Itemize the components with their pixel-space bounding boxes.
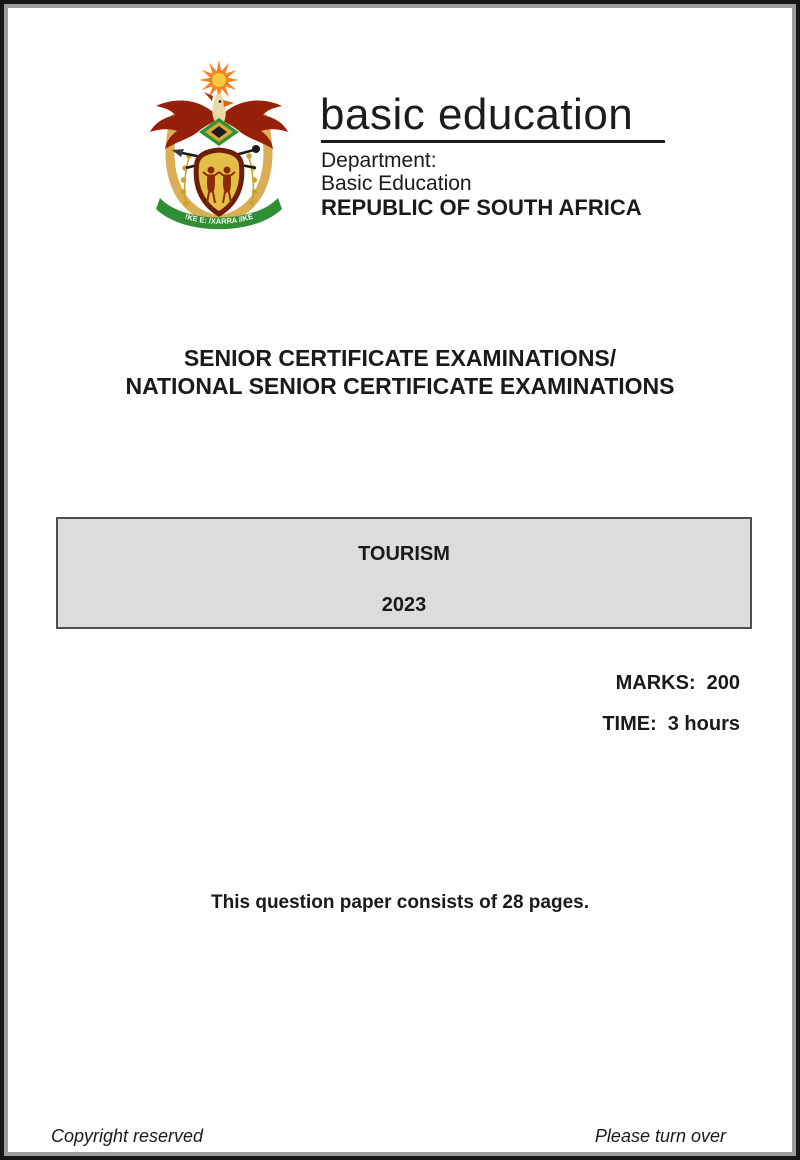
department-name: Basic Education: [321, 172, 472, 195]
footer-copyright: Copyright reserved: [51, 1126, 204, 1146]
subject-box: [56, 517, 752, 629]
marks-value: 200: [706, 672, 740, 694]
exam-title-line2: NATIONAL SENIOR CERTIFICATE EXAMINATIONS: [125, 373, 675, 399]
time-label: TIME:: [602, 713, 657, 735]
country-name: REPUBLIC OF SOUTH AFRICA: [321, 195, 642, 220]
department-label: Department:: [321, 149, 437, 172]
subject-name: TOURISM: [358, 543, 450, 565]
shield: [196, 150, 242, 214]
department-block: [321, 149, 642, 220]
pages-note: This question paper consists of 28 pages.: [211, 892, 589, 913]
marks-row: [616, 672, 740, 695]
brand-underline: [321, 140, 665, 143]
exam-year: 2023: [381, 594, 427, 616]
exam-title-line1: SENIOR CERTIFICATE EXAMINATIONS/: [183, 345, 617, 371]
brand-wordmark: basic education: [320, 90, 634, 139]
motto-text: !KE E: /XARRA //KE: [183, 211, 255, 226]
marks-label: MARKS:: [615, 672, 696, 694]
coat-of-arms-logo: [144, 56, 294, 242]
time-row: [602, 713, 740, 736]
footer-turn-over: Please turn over: [594, 1126, 726, 1146]
time-value: 3 hours: [667, 713, 740, 735]
exam-title: [4, 344, 796, 400]
